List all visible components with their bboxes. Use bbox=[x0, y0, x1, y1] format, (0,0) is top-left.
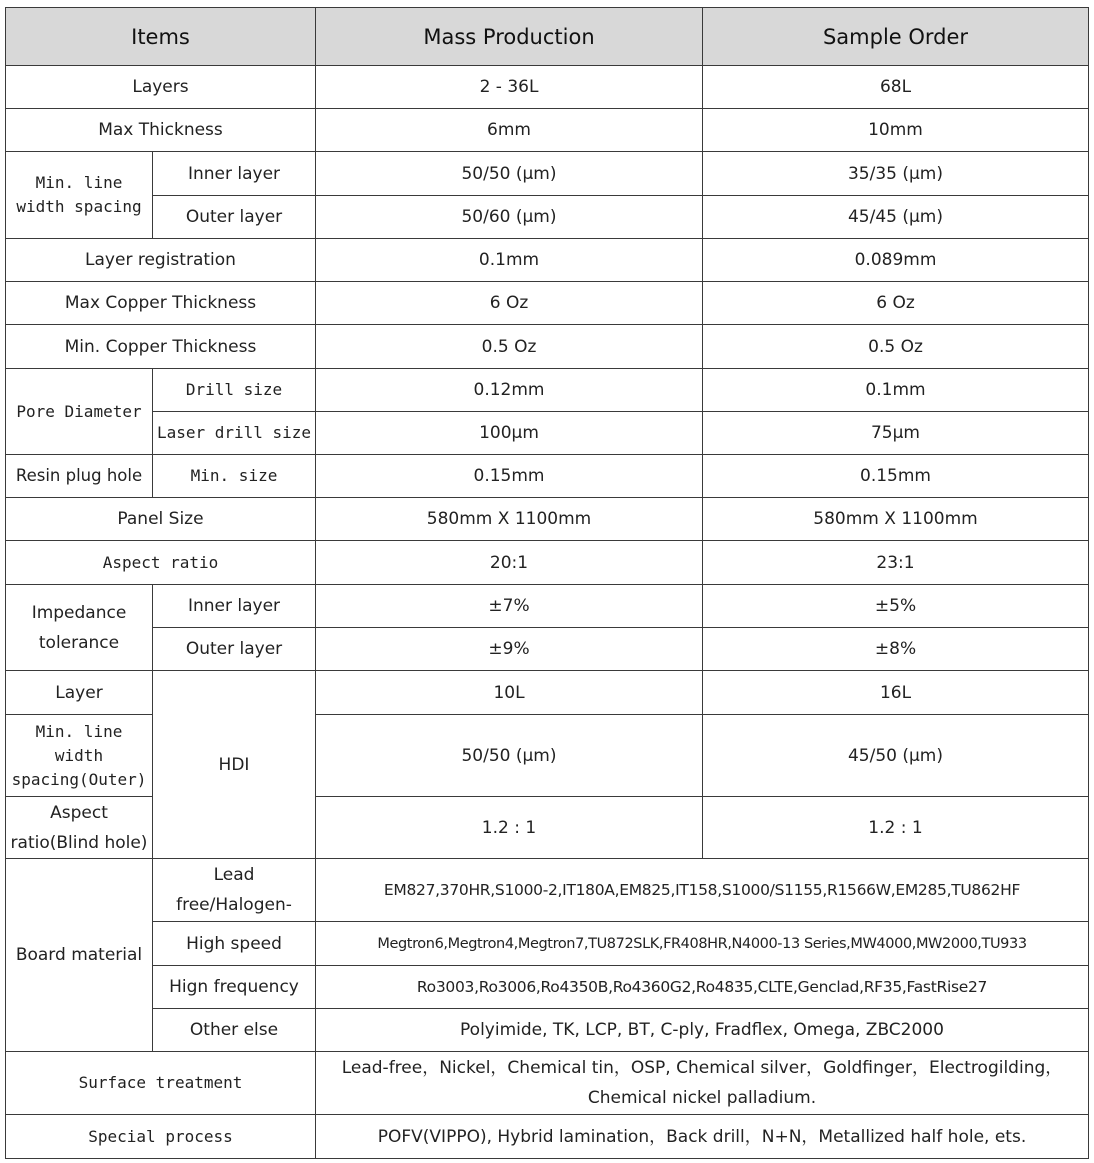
sub-label: Layer bbox=[6, 671, 153, 715]
mass-value: 0.5 Oz bbox=[316, 325, 703, 369]
sub-label: Inner layer bbox=[153, 152, 316, 196]
sample-value: 0.1mm bbox=[703, 369, 1089, 412]
sample-value: 16L bbox=[703, 671, 1089, 715]
mass-value: ±7% bbox=[316, 585, 703, 628]
table-row bbox=[6, 585, 1089, 628]
mass-value: 580mm X 1100mm bbox=[316, 498, 703, 541]
table-row bbox=[6, 369, 1089, 412]
table-row bbox=[6, 152, 1089, 196]
mass-value: 0.15mm bbox=[316, 455, 703, 498]
sample-value: 75μm bbox=[703, 412, 1089, 455]
row-label: Impedance tolerance bbox=[6, 585, 153, 671]
mass-value: 0.1mm bbox=[316, 239, 703, 282]
row-label: Max Copper Thickness bbox=[6, 282, 316, 325]
mass-value: 6mm bbox=[316, 109, 703, 152]
material-value: Polyimide, TK, LCP, BT, C-ply, Fradflex, Omega, ZBC2000 bbox=[316, 1009, 1089, 1052]
mass-value: 6 Oz bbox=[316, 282, 703, 325]
row-label: Min. Copper Thickness bbox=[6, 325, 316, 369]
mass-value: ±9% bbox=[316, 628, 703, 671]
row-label: Layers bbox=[6, 66, 316, 109]
material-value: Megtron6,Megtron4,Megtron7,TU872SLK,FR408HR,N4000-13 Series,MW4000,MW2000,TU933 bbox=[316, 922, 1089, 966]
table-row bbox=[6, 196, 1089, 239]
sample-value: 580mm X 1100mm bbox=[703, 498, 1089, 541]
table-row bbox=[6, 859, 1089, 922]
sub-label: Min. line width spacing(Outer) bbox=[6, 715, 153, 797]
row-label: Pore Diameter bbox=[6, 369, 153, 455]
sub-label: Inner layer bbox=[153, 585, 316, 628]
row-label: Surface treatment bbox=[6, 1052, 316, 1115]
sub-label: Outer layer bbox=[153, 628, 316, 671]
sample-value: 68L bbox=[703, 66, 1089, 109]
mass-value: 2 - 36L bbox=[316, 66, 703, 109]
row-label: Board material bbox=[6, 859, 153, 1052]
header-sample-order: Sample Order bbox=[703, 8, 1089, 66]
sample-value: 6 Oz bbox=[703, 282, 1089, 325]
table-row bbox=[6, 66, 1089, 109]
sample-value: ±5% bbox=[703, 585, 1089, 628]
table-row bbox=[6, 966, 1089, 1009]
table-row bbox=[6, 282, 1089, 325]
sample-value: 0.5 Oz bbox=[703, 325, 1089, 369]
pcb-capability-table bbox=[5, 7, 1089, 1159]
sub-label: High speed bbox=[153, 922, 316, 966]
sample-value: 10mm bbox=[703, 109, 1089, 152]
mass-value: 1.2 : 1 bbox=[316, 797, 703, 859]
material-value: EM827,370HR,S1000-2,IT180A,EM825,IT158,S1000/S1155,R1566W,EM285,TU862HF bbox=[316, 859, 1089, 922]
row-label: Panel Size bbox=[6, 498, 316, 541]
table-row bbox=[6, 1115, 1089, 1159]
sub-label: Drill size bbox=[153, 369, 316, 412]
table-row bbox=[6, 498, 1089, 541]
row-label: Min. line width spacing bbox=[6, 152, 153, 239]
sample-value: 23:1 bbox=[703, 541, 1089, 585]
sub-label: Hign frequency bbox=[153, 966, 316, 1009]
table-row bbox=[6, 239, 1089, 282]
table-row bbox=[6, 922, 1089, 966]
mass-value: 100μm bbox=[316, 412, 703, 455]
material-value: Ro3003,Ro3006,Ro4350B,Ro4360G2,Ro4835,CLTE,Genclad,RF35,FastRise27 bbox=[316, 966, 1089, 1009]
mass-value: 50/50 (μm) bbox=[316, 152, 703, 196]
header-items: Items bbox=[6, 8, 316, 66]
sample-value: 45/45 (μm) bbox=[703, 196, 1089, 239]
sub-label: Aspect ratio(Blind hole) bbox=[6, 797, 153, 859]
sample-value: 0.15mm bbox=[703, 455, 1089, 498]
sub-label: Min. size bbox=[153, 455, 316, 498]
row-label: Resin plug hole bbox=[6, 455, 153, 498]
sample-value: ±8% bbox=[703, 628, 1089, 671]
table-row bbox=[6, 412, 1089, 455]
table-header-row bbox=[6, 8, 1089, 66]
table-row bbox=[6, 541, 1089, 585]
table-row bbox=[6, 671, 1089, 715]
header-mass-production: Mass Production bbox=[316, 8, 703, 66]
mass-value: 50/60 (μm) bbox=[316, 196, 703, 239]
table-row bbox=[6, 628, 1089, 671]
table-row bbox=[6, 455, 1089, 498]
sub-label: Other else bbox=[153, 1009, 316, 1052]
mass-value: 10L bbox=[316, 671, 703, 715]
sample-value: 45/50 (μm) bbox=[703, 715, 1089, 797]
process-value: Lead-free，Nickel，Chemical tin，OSP, Chemical silver，Goldfinger，Electrogilding，Chemical nickel palladium. bbox=[316, 1052, 1089, 1115]
mass-value: 20:1 bbox=[316, 541, 703, 585]
table-row bbox=[6, 325, 1089, 369]
sample-value: 1.2 : 1 bbox=[703, 797, 1089, 859]
sub-label: Lead free/Halogen- bbox=[153, 859, 316, 922]
table-row bbox=[6, 1009, 1089, 1052]
sample-value: 35/35 (μm) bbox=[703, 152, 1089, 196]
process-value: POFV(VIPPO), Hybrid lamination，Back drill，N+N，Metallized half hole, ets. bbox=[316, 1115, 1089, 1159]
table-row bbox=[6, 1052, 1089, 1115]
sub-label: Laser drill size bbox=[153, 412, 316, 455]
mass-value: 0.12mm bbox=[316, 369, 703, 412]
row-label: Special process bbox=[6, 1115, 316, 1159]
row-label: HDI bbox=[153, 671, 316, 859]
table-row bbox=[6, 109, 1089, 152]
sub-label: Outer layer bbox=[153, 196, 316, 239]
mass-value: 50/50 (μm) bbox=[316, 715, 703, 797]
row-label: Aspect ratio bbox=[6, 541, 316, 585]
row-label: Layer registration bbox=[6, 239, 316, 282]
sample-value: 0.089mm bbox=[703, 239, 1089, 282]
row-label: Max Thickness bbox=[6, 109, 316, 152]
